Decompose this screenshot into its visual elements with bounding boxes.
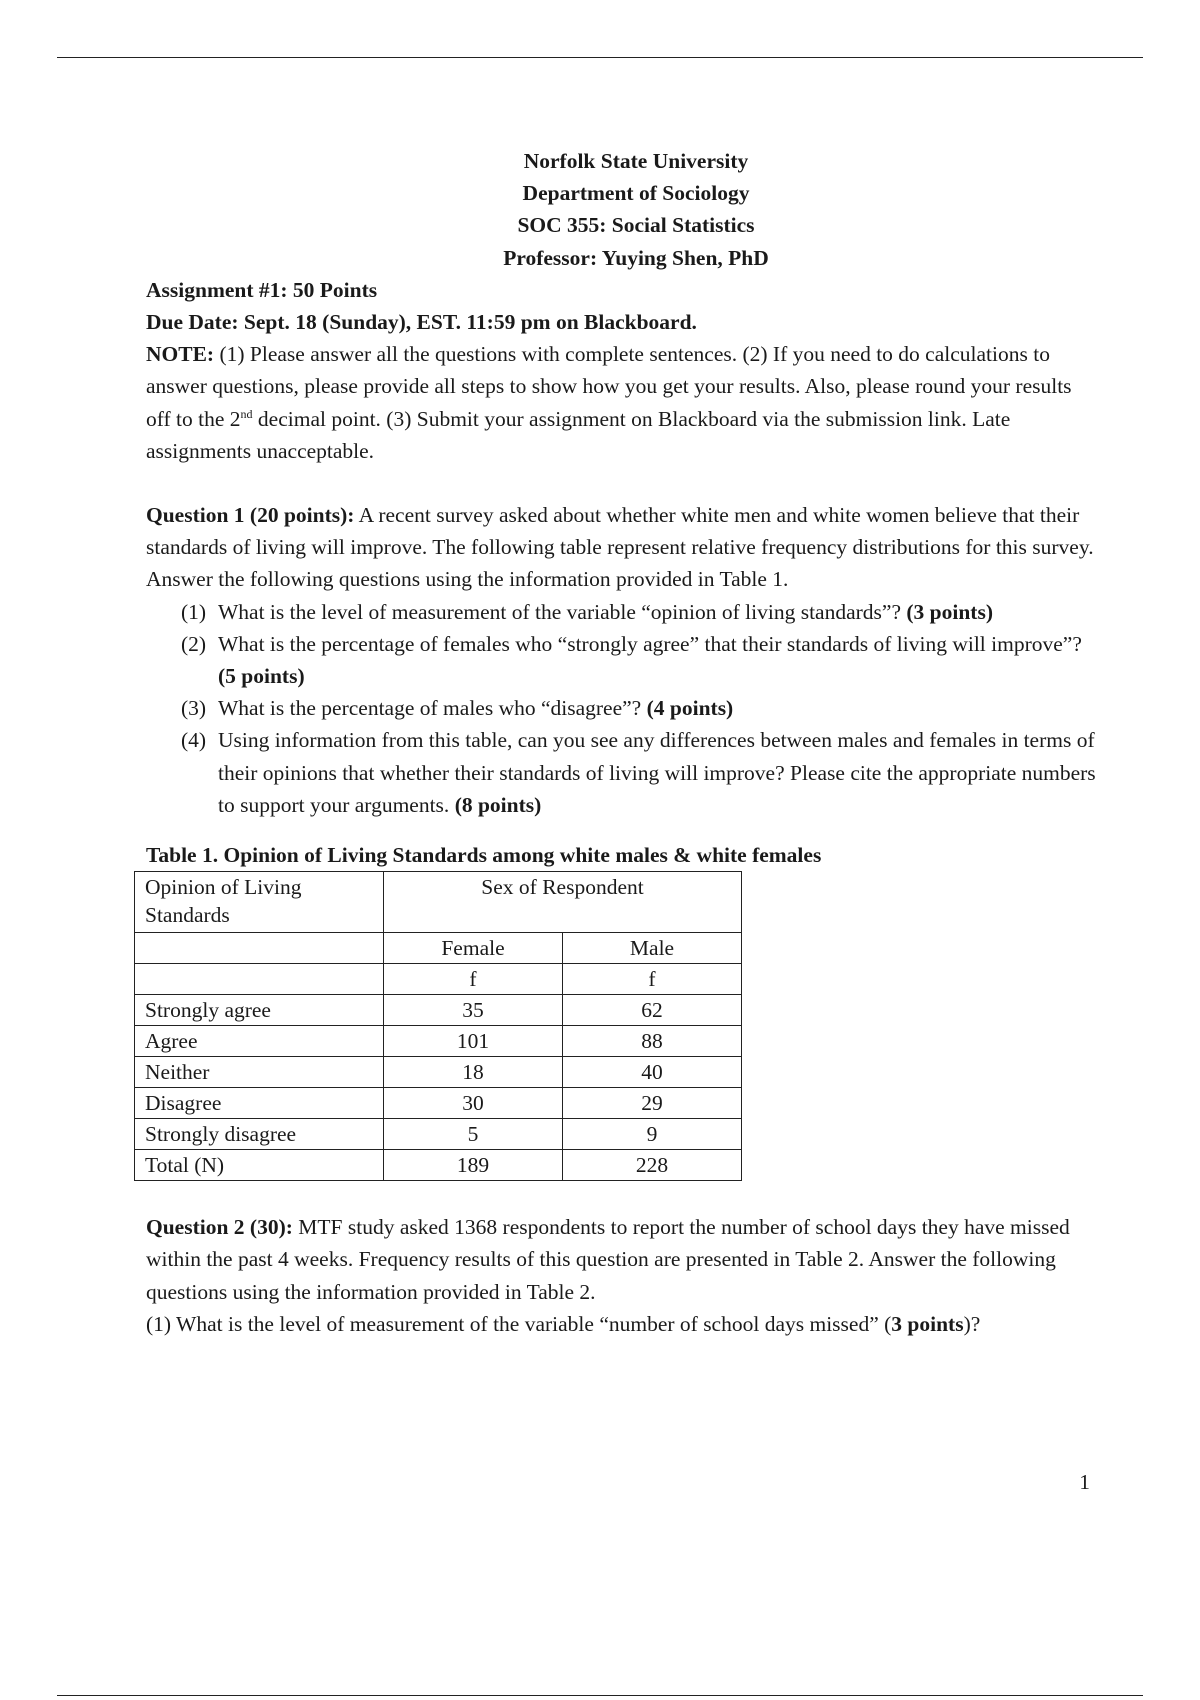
question1-label: Question 1 (20 points): (146, 503, 355, 528)
due-date: Due Date: Sept. 18 (Sunday), EST. 11:59 pm on Blackboard. (146, 310, 697, 335)
female-value: 189 (384, 1150, 563, 1181)
table-row (135, 1150, 742, 1181)
question1-intro (146, 499, 1096, 596)
note-label: NOTE: (146, 342, 215, 367)
note-text-part2: decimal point. (3) Submit your assignment on Blackboard via the submission link. Late assignments unacceptable. (146, 406, 1011, 463)
item-points: 3 points (891, 1311, 964, 1336)
table-row (135, 995, 742, 1026)
male-value: 88 (563, 1026, 742, 1057)
female-value: 35 (384, 995, 563, 1026)
question2-item1 (146, 1308, 1096, 1340)
table-cell (135, 933, 384, 964)
table-header-row (135, 872, 742, 933)
table-row (135, 1026, 742, 1057)
item-text: Using information from this table, can you see any differences between males and females in terms of their opinions that whether their standards of living will improve? Please cite the appropriate numbers to support your arguments. (218, 728, 1096, 817)
question1-list (146, 596, 1096, 821)
item-number: (4) (181, 728, 207, 753)
male-value: 29 (563, 1088, 742, 1119)
table-subheader-row (135, 933, 742, 964)
item-end: )? (963, 1311, 981, 1336)
row-label: Disagree (135, 1088, 384, 1119)
document-body (146, 145, 1096, 1340)
female-value: 30 (384, 1088, 563, 1119)
row-label: Strongly agree (135, 995, 384, 1026)
female-value: 101 (384, 1026, 563, 1057)
item-points: (8 points) (454, 792, 542, 817)
professor-name: Professor: Yuying Shen, PhD (503, 245, 769, 270)
row-label: Neither (135, 1057, 384, 1088)
male-value: 228 (563, 1150, 742, 1181)
item-text: What is the level of measurement of the variable “opinion of living standards”? (218, 599, 907, 624)
male-value: 40 (563, 1057, 742, 1088)
top-rule (57, 57, 1143, 58)
course-title: SOC 355: Social Statistics (517, 213, 755, 238)
item-points: (3 points) (906, 599, 993, 624)
male-value: 62 (563, 995, 742, 1026)
department-name: Department of Sociology (522, 181, 750, 206)
item-number: (1) (181, 599, 207, 624)
assignment-note (146, 338, 1096, 467)
note-text-part1: (1) Please answer all the questions with complete sentences. (2) If you need to do calculations to answer questions, please provide all steps to show how you get your results. Also, please round your results off to the 2 (146, 342, 1072, 431)
question2-intro (146, 1211, 1096, 1308)
item-text: What is the percentage of females who “strongly agree” that their standards of living will improve”? (218, 631, 1082, 656)
university-name: Norfolk State University (523, 149, 749, 173)
table-freq-symbol: f (384, 964, 563, 995)
table-freq-row (135, 964, 742, 995)
bottom-rule (57, 1695, 1143, 1696)
row-label: Total (N) (135, 1150, 384, 1181)
table1-title: Table 1. Opinion of Living Standards among white males & white females (146, 843, 822, 868)
table-row (135, 1057, 742, 1088)
male-value: 9 (563, 1119, 742, 1150)
list-item (146, 628, 1096, 692)
table-freq-symbol: f (563, 964, 742, 995)
table-header-cell: Opinion of Living Standards (135, 872, 384, 933)
item-points: (4 points) (646, 696, 734, 721)
female-value: 18 (384, 1057, 563, 1088)
table-header-female: Female (384, 933, 563, 964)
question2-text: MTF study asked 1368 respondents to report the number of school days they have missed within the past 4 weeks. Frequency results of this question are presented in Table 2. Answer the following questions using the information provided in Table 2. (146, 1215, 1070, 1304)
item-text: (1) What is the level of measurement of the variable “number of school days missed” ( (146, 1311, 892, 1336)
item-number: (3) (181, 696, 207, 721)
item-number: (2) (181, 631, 207, 656)
question1-text: A recent survey asked about whether white men and white women believe that their standards of living will improve. The following table represent relative frequency distributions for this survey. Answer the following questions using the information provided in Table 1. (146, 503, 1094, 592)
list-item (146, 596, 1096, 628)
item-text: What is the percentage of males who “disagree”? (218, 696, 647, 721)
female-value: 5 (384, 1119, 563, 1150)
list-item (146, 724, 1096, 821)
note-superscript: nd (240, 406, 253, 421)
question2-label: Question 2 (30): (146, 1215, 293, 1240)
table-row (135, 1119, 742, 1150)
item-points: (5 points) (218, 664, 305, 689)
table-row (135, 1088, 742, 1119)
document-header (176, 145, 1096, 274)
assignment-title: Assignment #1: 50 Points (146, 277, 378, 302)
page-number: 1 (1079, 1470, 1090, 1494)
table1 (134, 871, 742, 1181)
table-header-group: Sex of Respondent (384, 872, 742, 933)
row-label: Strongly disagree (135, 1119, 384, 1150)
list-item (146, 692, 1096, 724)
row-label: Agree (135, 1026, 384, 1057)
table-header-male: Male (563, 933, 742, 964)
table-cell (135, 964, 384, 995)
